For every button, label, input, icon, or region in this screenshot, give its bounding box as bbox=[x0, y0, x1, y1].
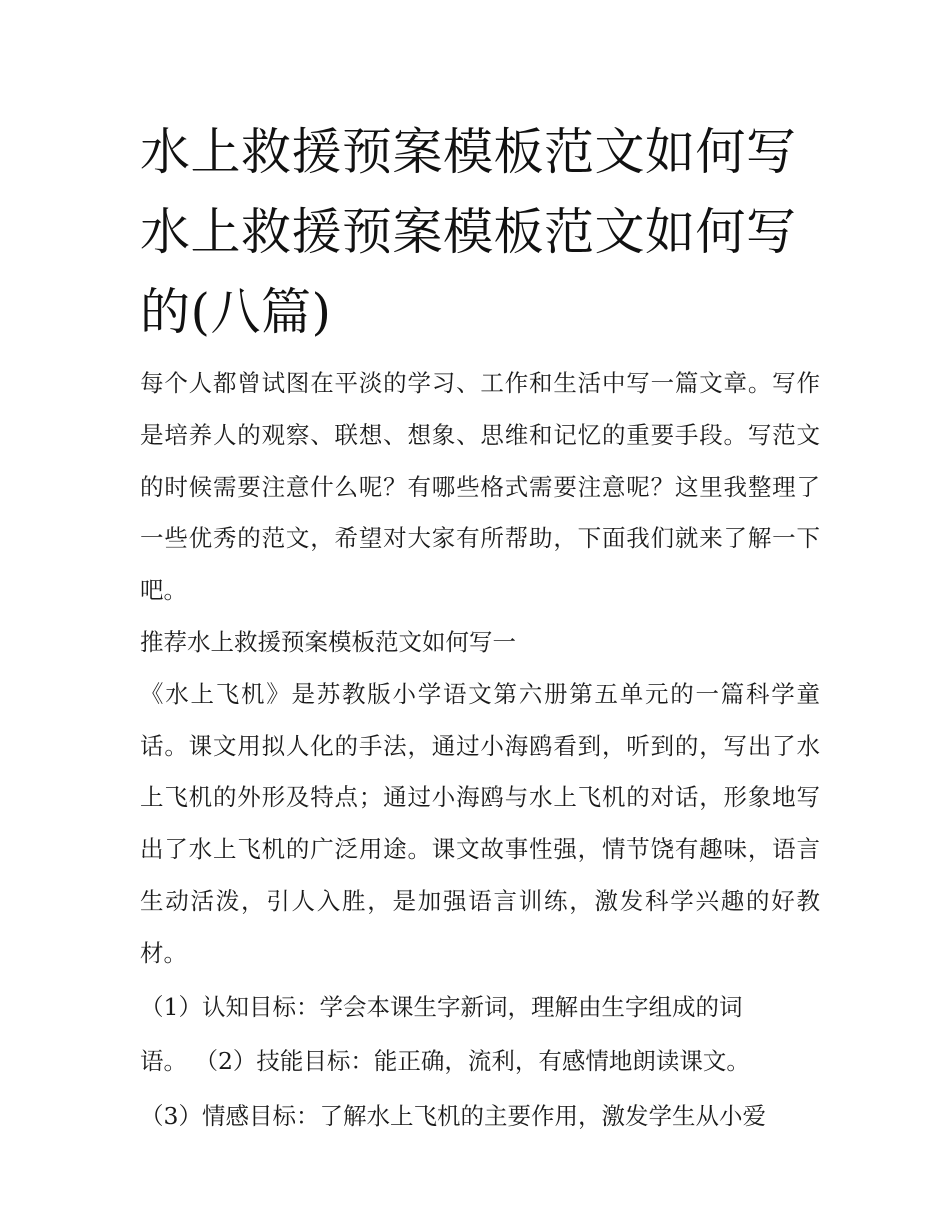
title-line-2: 水上救援预案模板范文如何写 bbox=[140, 203, 797, 261]
section-paragraph: 《水上飞机》是苏教版小学语文第六册第五单元的一篇科学童话。课文用拟人化的手法，通过小海鸥看到，听到的，写出了水上飞机的外形及特点；通过小海鸥与水上飞机的对话，形象地写出了水上飞机的广泛用途。课文故事性强，情节饶有趣味，语言生动活泼，引人入胜，是加强语言训练，激发科学兴趣的好教材。 bbox=[140, 679, 820, 967]
document-title bbox=[140, 112, 820, 352]
title-line-1: 水上救援预案模板范文如何写 bbox=[140, 123, 797, 181]
intro-paragraph: 每个人都曾试图在平淡的学习、工作和生活中写一篇文章。写作是培养人的观察、联想、想象、思维和记忆的重要手段。写范文的时候需要注意什么呢？有哪些格式需要注意呢？这里我整理了一些优秀的范文，希望对大家有所帮助，下面我们就来了解一下吧。 bbox=[140, 369, 820, 605]
objective-line-1: （1）认知目标：学会本课生字新词，理解由生字组成的词 bbox=[140, 992, 743, 1021]
objective-line-2: 语。 （2）技能目标：能正确，流利，有感情地朗读课文。 bbox=[140, 1047, 750, 1076]
document-body bbox=[140, 358, 820, 1143]
objective-line-3: （3）情感目标：了解水上飞机的主要作用，激发学生从小爱 bbox=[140, 1101, 766, 1130]
title-line-3: 的(八篇) bbox=[140, 283, 332, 341]
section-heading: 推荐水上救援预案模板范文如何写一 bbox=[140, 627, 516, 656]
document-page bbox=[140, 112, 820, 1143]
